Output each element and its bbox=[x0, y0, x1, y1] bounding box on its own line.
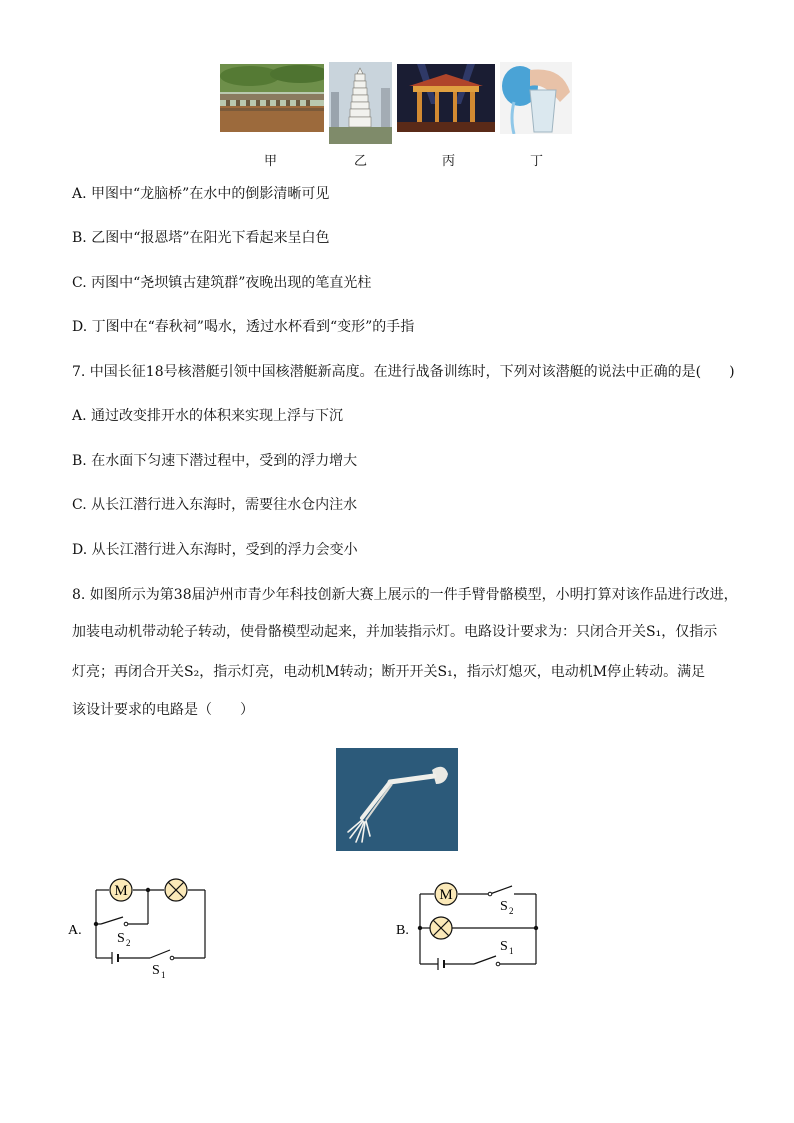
s2-subscript: 2 bbox=[126, 938, 131, 948]
s2-label: S bbox=[117, 931, 125, 946]
s2-label: S bbox=[500, 899, 508, 914]
circuit-a-diagram bbox=[68, 876, 218, 980]
junction-dot bbox=[534, 926, 538, 930]
s1-label: S bbox=[500, 939, 508, 954]
circuit-b-label: B. bbox=[396, 923, 409, 938]
motor-label: M bbox=[439, 887, 453, 903]
caption-jia: 甲 bbox=[264, 154, 278, 169]
archway-image bbox=[397, 64, 495, 132]
q6-option-a: A. 甲图中“龙脑桥”在水中的倒影清晰可见 bbox=[72, 186, 330, 202]
q7-option-c: C. 从长江潜行进入东海时，需要往水仓内注水 bbox=[72, 497, 358, 513]
q7-option-a: A. 通过改变排开水的体积来实现上浮与下沉 bbox=[72, 408, 344, 424]
photo-cup bbox=[500, 62, 572, 134]
q8-stem-line-4: 该设计要求的电路是（ ） bbox=[72, 702, 254, 718]
q6-option-b: B. 乙图中“报恩塔”在阳光下看起来呈白色 bbox=[72, 230, 330, 246]
caption-yi: 乙 bbox=[354, 154, 368, 169]
circuit-b[interactable] bbox=[394, 878, 544, 970]
s1-label: S bbox=[152, 963, 160, 978]
lamp-icon bbox=[165, 879, 187, 901]
junction-dot bbox=[94, 922, 98, 926]
arm-model-photo bbox=[336, 748, 458, 851]
q7-stem: 7. 中国长征18号核潜艇引领中国核潜艇新高度。在进行战备训练时，下列对该潜艇的说法中正确的是( ) bbox=[72, 364, 735, 380]
circuit-a[interactable] bbox=[68, 876, 218, 980]
motor-label: M bbox=[114, 883, 128, 899]
q7-option-d: D. 从长江潜行进入东海时，受到的浮力会变小 bbox=[72, 542, 358, 558]
bridge-image bbox=[220, 64, 324, 132]
s2-subscript: 2 bbox=[509, 906, 514, 916]
s1-subscript: 1 bbox=[509, 946, 514, 956]
lamp-icon bbox=[430, 917, 452, 939]
q8-stem-line-3: 灯亮；再闭合开关S₂，指示灯亮，电动机M转动；断开开关S₁，指示灯熄灭，电动机M停止转动。满足 bbox=[72, 664, 706, 680]
caption-ding: 丁 bbox=[530, 154, 544, 169]
photo-bridge bbox=[220, 64, 324, 132]
caption-bing: 丙 bbox=[442, 154, 456, 169]
q8-stem-line-1: 8. 如图所示为第38届泸州市青少年科技创新大赛上展示的一件手臂骨骼模型，小明打算对该作品进行改进， bbox=[72, 587, 738, 603]
photo-pagoda bbox=[329, 62, 392, 144]
q8-stem-line-2: 加装电动机带动轮子转动，使骨骼模型动起来，并加装指示灯。电路设计要求为：只闭合开关S₁，仅指示 bbox=[72, 624, 718, 640]
circuit-a-label: A. bbox=[68, 923, 82, 938]
q7-option-b: B. 在水面下匀速下潜过程中，受到的浮力增大 bbox=[72, 453, 358, 469]
cup-image bbox=[500, 62, 572, 134]
circuit-b-diagram bbox=[394, 878, 544, 970]
s1-subscript: 1 bbox=[161, 970, 166, 980]
arm-skeleton-image bbox=[336, 748, 458, 851]
junction-dot bbox=[418, 926, 422, 930]
junction-dot bbox=[146, 888, 150, 892]
q6-option-d: D. 丁图中在“春秋祠”喝水，透过水杯看到“变形”的手指 bbox=[72, 319, 415, 335]
pagoda-image bbox=[329, 62, 392, 144]
photo-archway bbox=[397, 64, 495, 132]
q6-option-c: C. 丙图中“尧坝镇古建筑群”夜晚出现的笔直光柱 bbox=[72, 275, 372, 291]
